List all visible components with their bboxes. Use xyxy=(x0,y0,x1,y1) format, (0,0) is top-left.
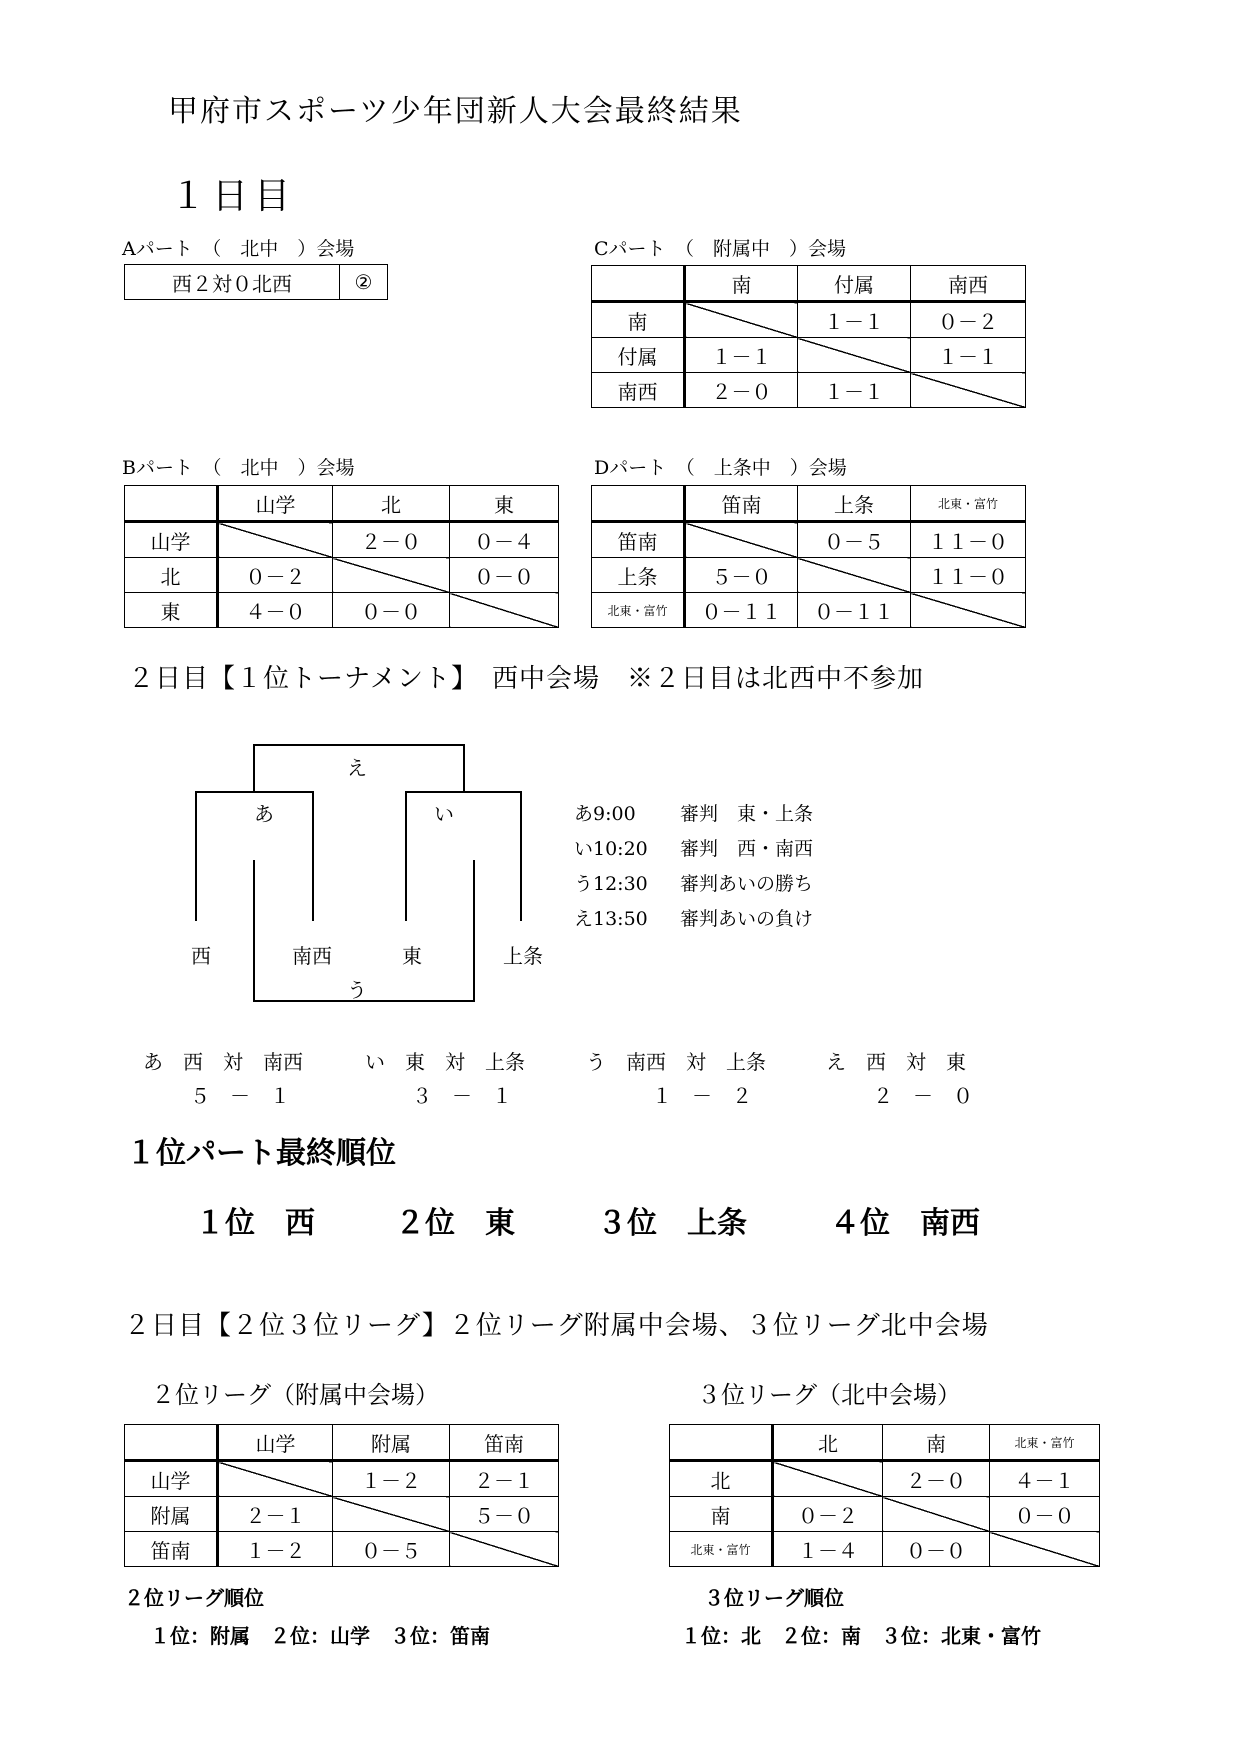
score-cell: ２－０ xyxy=(685,373,798,408)
schedule-time: あ9:00 xyxy=(574,803,636,825)
row-header: 北 xyxy=(125,558,218,593)
bracket-label-u: う xyxy=(347,978,367,1002)
diag-cell xyxy=(911,593,1026,628)
diag-cell xyxy=(685,522,798,558)
league3-label: ３位リーグ（北中会場） xyxy=(697,1381,961,1409)
match-score: ３ － １ xyxy=(412,1084,512,1108)
score-cell: ０－１１ xyxy=(685,593,798,628)
diag-cell xyxy=(333,558,450,593)
col-header: 南西 xyxy=(911,266,1026,302)
col-header: 附属 xyxy=(333,1425,450,1461)
col-header: 南 xyxy=(883,1425,990,1461)
final-rank-item: ４位 南西 xyxy=(830,1206,980,1241)
bracket-team: 南西 xyxy=(292,944,332,968)
row-header: 上条 xyxy=(592,558,685,593)
score-cell: ０－５ xyxy=(333,1532,450,1567)
row-header: 笛南 xyxy=(125,1532,218,1567)
league2-rank-title: ２位リーグ順位 xyxy=(124,1586,264,1610)
bracket-team: 東 xyxy=(402,944,422,968)
score-cell: ０－１１ xyxy=(798,593,911,628)
score-cell: １－１ xyxy=(798,373,911,408)
row-header: 山学 xyxy=(125,522,218,558)
schedule-referee: 審判あいの勝ち xyxy=(680,873,814,895)
part-a-result-box xyxy=(124,264,388,300)
score-cell: １－４ xyxy=(773,1532,883,1567)
league3-table xyxy=(669,1424,1100,1567)
schedule-time: う12:30 xyxy=(574,873,648,895)
row-header: 北東・富竹 xyxy=(670,1532,773,1567)
score-cell: ２－０ xyxy=(333,522,450,558)
part-c-table xyxy=(591,265,1026,408)
row-header: 付属 xyxy=(592,338,685,373)
day2-league-header: ２日目【２位３位リーグ】２位リーグ附属中会場、３位リーグ北中会場 xyxy=(124,1311,989,1341)
row-header: 笛南 xyxy=(592,522,685,558)
col-header: 北 xyxy=(773,1425,883,1461)
score-cell: １１－０ xyxy=(911,558,1026,593)
final-rank-item: ３位 上条 xyxy=(597,1206,747,1241)
diag-cell xyxy=(450,1532,559,1567)
bracket-label-a: あ xyxy=(254,802,274,826)
diag-cell xyxy=(911,373,1026,408)
match-score: ２ － ０ xyxy=(873,1084,973,1108)
final-rank-item: ２位 東 xyxy=(395,1206,515,1241)
score-cell: ４－０ xyxy=(218,593,333,628)
diag-cell xyxy=(883,1497,990,1532)
match-line: う 南西 対 上条 xyxy=(586,1050,766,1074)
score-cell: ０－２ xyxy=(911,302,1026,338)
bracket-team: 上条 xyxy=(503,944,543,968)
diag-cell xyxy=(773,1461,883,1497)
col-header: 北東・富竹 xyxy=(911,486,1026,522)
final-rank-item: １位 西 xyxy=(195,1206,315,1241)
row-header: 南 xyxy=(670,1497,773,1532)
score-cell: ２－０ xyxy=(883,1461,990,1497)
col-header: 山学 xyxy=(218,1425,333,1461)
corner-cell xyxy=(592,266,685,302)
score-cell: １－２ xyxy=(218,1532,333,1567)
diag-cell xyxy=(798,338,911,373)
corner-cell xyxy=(592,486,685,522)
score-cell: ２－１ xyxy=(218,1497,333,1532)
league3-rank: １位：北 ２位：南 ３位：北東・富竹 xyxy=(681,1624,1041,1648)
part-b-label: Bパート （ 北中 ）会場 xyxy=(122,457,355,479)
row-header: 東 xyxy=(125,593,218,628)
schedule-referee: 審判あいの負け xyxy=(680,908,814,930)
score-cell: ０－０ xyxy=(450,558,559,593)
score-cell: ０－４ xyxy=(450,522,559,558)
corner-cell xyxy=(125,1425,218,1461)
col-header: 北 xyxy=(333,486,450,522)
part-d-table xyxy=(591,485,1026,628)
schedule-time: い10:20 xyxy=(574,838,648,860)
bracket-label-e: え xyxy=(347,756,367,780)
schedule-referee: 審判 西・南西 xyxy=(680,838,814,860)
part-a-mark: ② xyxy=(354,270,373,294)
league2-table xyxy=(124,1424,559,1567)
diag-cell xyxy=(685,302,798,338)
corner-cell xyxy=(670,1425,773,1461)
diag-cell xyxy=(218,522,333,558)
match-line: あ 西 対 南西 xyxy=(143,1050,303,1074)
part-d-label: Dパート （ 上条中 ）会場 xyxy=(594,457,847,479)
col-header: 南 xyxy=(685,266,798,302)
match-score: ５ － １ xyxy=(190,1084,290,1108)
col-header: 笛南 xyxy=(685,486,798,522)
diag-cell xyxy=(333,1497,450,1532)
score-cell: １１－０ xyxy=(911,522,1026,558)
diag-cell xyxy=(798,558,911,593)
match-score: １ － ２ xyxy=(652,1084,752,1108)
score-cell: ４－１ xyxy=(990,1461,1100,1497)
schedule-referee: 審判 東・上条 xyxy=(680,803,814,825)
day2-tournament-header: ２日目【１位トーナメント】 西中会場 ※２日目は北西中不参加 xyxy=(128,664,924,694)
score-cell: ５－０ xyxy=(450,1497,559,1532)
score-cell: ０－２ xyxy=(773,1497,883,1532)
part-b-table xyxy=(124,485,559,628)
part-a-label: Aパート （ 北中 ）会場 xyxy=(122,238,355,260)
league2-rank: １位：附属 ２位：山学 ３位：笛南 xyxy=(150,1624,490,1648)
match-line: え 西 対 東 xyxy=(826,1050,966,1074)
row-header: 山学 xyxy=(125,1461,218,1497)
league2-label: ２位リーグ（附属中会場） xyxy=(151,1381,439,1409)
score-cell: １－１ xyxy=(911,338,1026,373)
score-cell: ０－２ xyxy=(218,558,333,593)
day1-heading: １日目 xyxy=(170,176,297,217)
col-header: 北東・富竹 xyxy=(990,1425,1100,1461)
score-cell: ０－５ xyxy=(798,522,911,558)
part-a-result: 西２対０北西 xyxy=(125,265,340,299)
match-line: い 東 対 上条 xyxy=(365,1050,525,1074)
diag-cell xyxy=(218,1461,333,1497)
col-header: 東 xyxy=(450,486,559,522)
row-header: 北東・富竹 xyxy=(592,593,685,628)
bracket-label-i: い xyxy=(434,802,454,826)
bracket-team: 西 xyxy=(191,944,211,968)
diag-cell xyxy=(990,1532,1100,1567)
score-cell: １－１ xyxy=(798,302,911,338)
col-header: 上条 xyxy=(798,486,911,522)
row-header: 北 xyxy=(670,1461,773,1497)
schedule-time: え13:50 xyxy=(574,908,648,930)
part-c-label: Cパート （ 附属中 ）会場 xyxy=(594,238,847,260)
diag-cell xyxy=(450,593,559,628)
score-cell: １－２ xyxy=(333,1461,450,1497)
col-header: 山学 xyxy=(218,486,333,522)
score-cell: ０－０ xyxy=(990,1497,1100,1532)
score-cell: ５－０ xyxy=(685,558,798,593)
score-cell: ２－１ xyxy=(450,1461,559,1497)
corner-cell xyxy=(125,486,218,522)
final-ranking-title: １位パート最終順位 xyxy=(126,1136,396,1171)
page-title: 甲府市スポーツ少年団新人大会最終結果 xyxy=(168,94,743,129)
col-header: 笛南 xyxy=(450,1425,559,1461)
row-header: 附属 xyxy=(125,1497,218,1532)
score-cell: １－１ xyxy=(685,338,798,373)
score-cell: ０－０ xyxy=(333,593,450,628)
league3-rank-title: ３位リーグ順位 xyxy=(704,1586,844,1610)
row-header: 南 xyxy=(592,302,685,338)
col-header: 付属 xyxy=(798,266,911,302)
row-header: 南西 xyxy=(592,373,685,408)
score-cell: ０－０ xyxy=(883,1532,990,1567)
